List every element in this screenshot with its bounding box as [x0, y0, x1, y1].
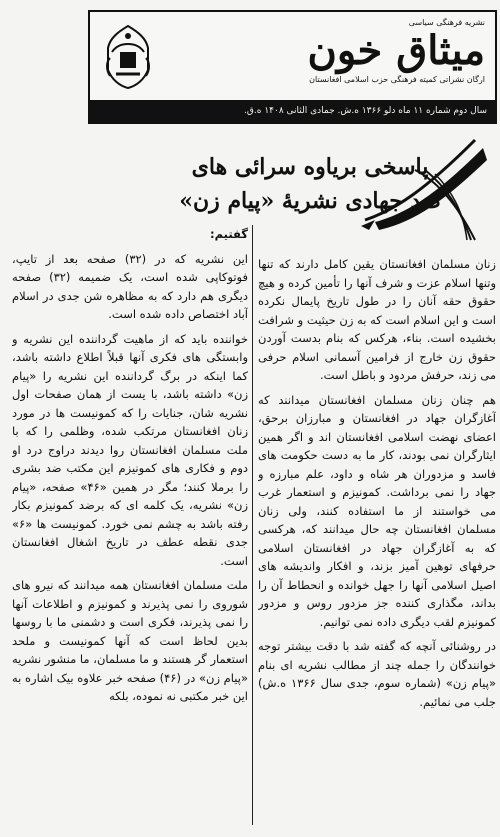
paragraph-lead: گفتیم:	[210, 227, 248, 241]
emblem-icon	[98, 22, 158, 92]
masthead	[88, 10, 497, 124]
brand-subtitle: ارگان نشراتی کمیته فرهنگی حزب اسلامی افغانستان	[309, 75, 485, 84]
paragraph: در روشنائی آنچه که گفته شد با دقت بیشتر توجه خوانندگان را جمله چند از مطالب نشریه ای بنام «پیام زن» (شماره سوم، جدی سال ۱۳۶۶ ه.ش) جلب می نمائیم.	[258, 639, 496, 709]
issue-info-bar: سال دوم شماره ۱۱ ماه دلو ۱۳۶۶ ه.ش. جمادی الثانی ۱۴۰۸ ه.ق.	[90, 100, 495, 122]
paragraph: خواننده باید که از ماهیت گرداننده این نشریه و وابستگی های فکری آنها قبلاً اطلاع داشته باشد، کما اینکه در برگ گرداننده این نشریه را «پیام زن» داشته باشد، با یست از همان صفحات اول نشریه شان، جنایات را که کمونیست ها در مورد زنان افغانستان مرتکب شده، وظلمی را که با ملت مسلمان افغانستان روا دیدند دراوج درد او دوم و فکاری های کمونیزم این مکتب ضد بشری را برملا کنند؛ مگر در همین «۴۶» صفحه، «پیام زن» نشریه، یک کلمه ای که برضد کمونیزم بکار رفته باشد به چشم نمی خورد. کمونیست ها «۶» جدی نقطه عطف در تاریخ اشغال افغانستان است.	[12, 331, 248, 568]
paragraph: این نشریه که در (۳۲) صفحه بعد از تایپ، فوتوکاپی شده است، یک ضمیمه (۳۲) صفحه دیگری هم دارد که به مظاهره شن جدی در اسلام آباد اختصاص داده شده است.	[12, 251, 248, 321]
brand-name: میثاق خون	[307, 27, 485, 74]
brand-tagline: نشریه فرهنگی سیاسی	[408, 18, 485, 27]
brand	[215, 18, 485, 98]
headline-line-2: ضد جهادی نشریهٔ «پیام زن»	[179, 188, 441, 214]
column-divider	[252, 225, 253, 825]
article-column-right	[258, 255, 496, 825]
paragraph: زنان مسلمان افغانستان یقین کامل دارند که تنها وتنها اسلام عزت و شرف آنها را تأمین کرده و هیچ حقوق حقه آنان را در طول تاریخ پایمال نکرده است و این اسلام است که به زن حیثیت و شرافت بخشیده است. بناء، هرکس که بنام بدست آوردن حقوق زن خارج از فرامین آسمانی اسلام حرفی می زند، حرفش مردود و باطل است.	[258, 257, 496, 382]
paragraph: هم چنان زنان مسلمان افغانستان میدانند که آغازگران جهاد در افغانستان و مبارزان برحق، اعضای نهضت اسلامی افغانستان اند و اگر همین ایثارگران نمی بودند، کار ما به دست حکومت های فاسد و مزدوران هر شاه و داود، علم مبارزه و جهاد را نمی برداشت. کمونیزم و استعمار غرب می خواستند از ما استفاده کنند، ولی زنان مسلمان افغانستان چه حال میدانند که، هرکسی که به آغازگران جهاد در افغانستان اسلامی حرفهای توهین آمیز بزند، و افکار واندیشه های اصیل اسلامی آنها را جهل خوانده و انحطاط آن را بداند، مگذاری کننده جز مزدور روس و مزدور کمونیزم لقب دیگری داده نمی توانیم.	[258, 392, 496, 629]
paragraph: ملت مسلمان افغانستان همه میدانند که نیرو های شوروی را نمی پذیرند و کمونیزم و اطلاعات آنها را نمی پذیرند، فکری است و دشمنی ما با روسها بدین لحاظ است که آنها کمونیست و ملحد استعمار گر هستند و ما مسلمان، ما منشور نشریه «پیام زن» در (۴۶) صفحه خبر علاوه بیک اشاره به این خبر مکتبی نه نموده، بلکه	[12, 578, 248, 703]
headline-line-1: پاسخی بریاوه سرائی های	[191, 154, 429, 180]
article-headline	[150, 150, 470, 218]
article-column-left	[12, 225, 248, 830]
